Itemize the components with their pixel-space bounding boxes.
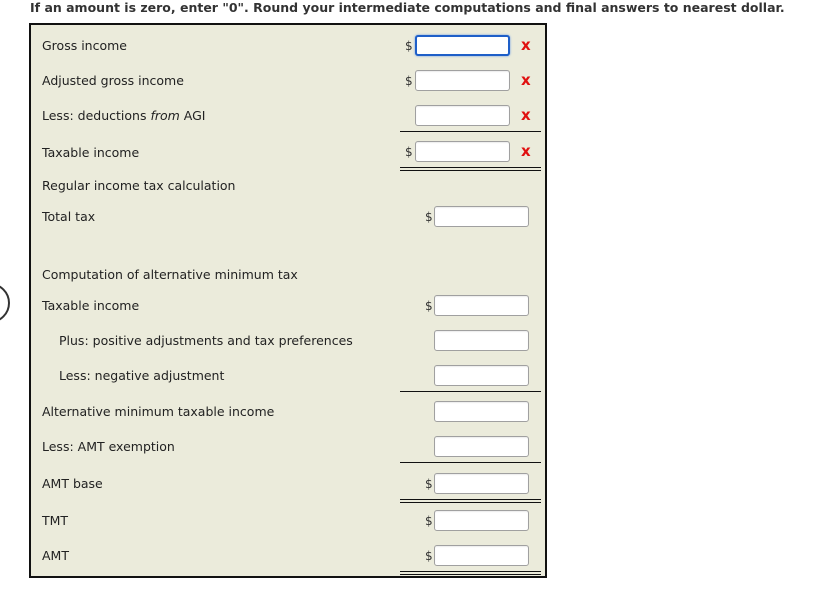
total-tax-input[interactable]: [434, 206, 529, 227]
amt-exemption-input[interactable]: [434, 436, 529, 457]
tax-worksheet-panel: [29, 23, 547, 578]
label-gross-income: Gross income: [42, 38, 127, 53]
label-negative-adjustment: Less: negative adjustment: [59, 368, 225, 383]
incorrect-x-icon: x: [521, 142, 531, 160]
label-regular-tax-calculation: Regular income tax calculation: [42, 178, 236, 193]
subtotal-rule: [400, 131, 541, 132]
amti-input[interactable]: [434, 401, 529, 422]
label-amt-exemption: Less: AMT exemption: [42, 439, 175, 454]
total-double-rule: [400, 571, 541, 575]
incorrect-x-icon: x: [521, 106, 531, 124]
label-amt-taxable-income: Taxable income: [42, 298, 140, 313]
label-total-tax: Total tax: [42, 209, 96, 224]
dollar-sign: $: [425, 549, 433, 563]
dollar-sign: $: [405, 39, 413, 53]
label-tmt: TMT: [42, 513, 69, 528]
dollar-sign: $: [425, 299, 433, 313]
label-deductions-from-agi: Less: deductions from AGI: [42, 108, 206, 123]
dollar-sign: $: [425, 477, 433, 491]
instructions-text: If an amount is zero, enter "0". Round your intermediate computations and final answers to nearest dollar.: [30, 0, 785, 15]
amt-input[interactable]: [434, 545, 529, 566]
amt-base-input[interactable]: [434, 473, 529, 494]
amt-taxable-income-input[interactable]: [434, 295, 529, 316]
label-agi: Adjusted gross income: [42, 73, 184, 88]
label-amti: Alternative minimum taxable income: [42, 404, 275, 419]
subtotal-rule: [400, 391, 541, 392]
total-double-rule: [400, 499, 541, 503]
subtotal-rule: [400, 462, 541, 463]
tmt-input[interactable]: [434, 510, 529, 531]
dollar-sign: $: [425, 210, 433, 224]
label-amt-computation-header: Computation of alternative minimum tax: [42, 267, 298, 282]
dollar-sign: $: [425, 514, 433, 528]
dollar-sign: $: [405, 145, 413, 159]
label-taxable-income: Taxable income: [42, 145, 140, 160]
taxable-income-input[interactable]: [415, 141, 510, 162]
gross-income-input[interactable]: [415, 35, 510, 56]
negative-adjustment-input[interactable]: [434, 365, 529, 386]
total-double-rule: [400, 167, 541, 171]
incorrect-x-icon: x: [521, 71, 531, 89]
label-positive-adjustments: Plus: positive adjustments and tax preferences: [59, 333, 353, 348]
label-amt: AMT: [42, 548, 69, 563]
deductions-from-agi-input[interactable]: [415, 105, 510, 126]
agi-input[interactable]: [415, 70, 510, 91]
partial-circle-icon: [0, 283, 10, 323]
positive-adjustments-input[interactable]: [434, 330, 529, 351]
dollar-sign: $: [405, 74, 413, 88]
incorrect-x-icon: x: [521, 36, 531, 54]
label-amt-base: AMT base: [42, 476, 103, 491]
